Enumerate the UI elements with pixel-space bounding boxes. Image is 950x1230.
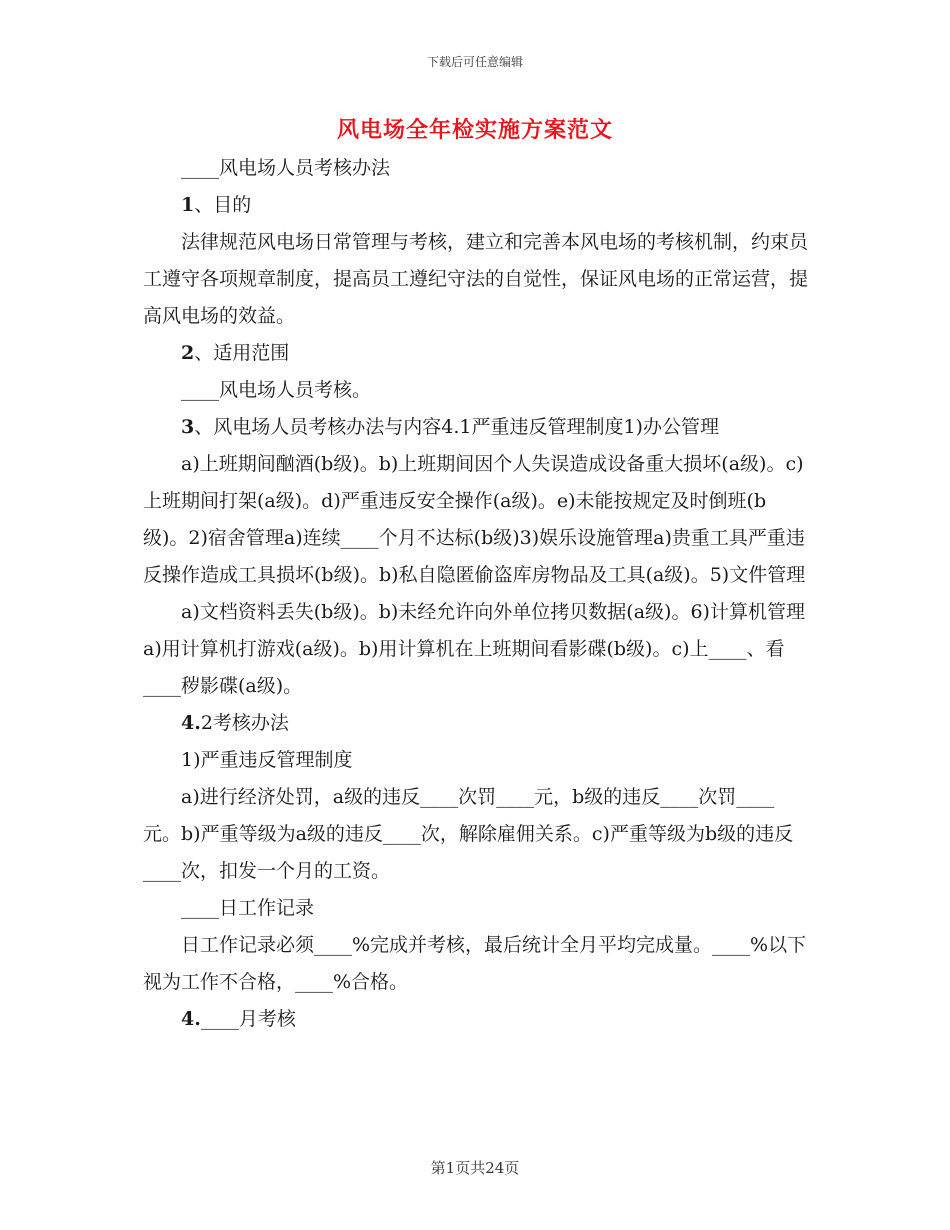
section-number: 2 bbox=[181, 342, 195, 364]
section-heading-monthly bbox=[143, 1001, 808, 1038]
paragraph-violations-files: a)文档资料丢失(b级)。b)未经允许向外单位拷贝数据(a级)。6)计算机管理a)用计算机打游戏(a级)。b)用计算机在上班期间看影碟(b级)。c)上____、看____秽影碟(a级)。 bbox=[143, 601, 805, 697]
paragraph-subheading: 1)严重违反管理制度 bbox=[181, 749, 353, 771]
paragraph-purpose: 法律规范风电场日常管理与考核，建立和完善本风电场的考核机制，约束员工遵守各项规章制度，提高员工遵纪守法的自觉性，保证风电场的正常运营，提高风电场的效益。 bbox=[143, 231, 809, 327]
section-title: ____月考核 bbox=[200, 1008, 296, 1030]
section-heading-assessment bbox=[143, 705, 808, 742]
section-heading-scope bbox=[143, 335, 808, 372]
paragraph-daily-log-heading: ____日工作记录 bbox=[181, 897, 315, 919]
section-title: 、目的 bbox=[194, 194, 252, 216]
document-body bbox=[143, 150, 808, 1038]
paragraph-daily-log: 日工作记录必须____%完成并考核，最后统计全月平均完成量。____%以下视为工作不合格，____%合格。 bbox=[143, 934, 807, 993]
section-title: 、适用范围 bbox=[194, 342, 290, 364]
section-title: 、风电场人员考核办法与内容4.1严重违反管理制度1)办公管理 bbox=[194, 416, 719, 438]
document-title: 风电场全年检实施方案范文 bbox=[336, 117, 613, 143]
section-number: 4. bbox=[181, 1008, 201, 1030]
section-title: 2考核办法 bbox=[200, 712, 289, 734]
paragraph-intro: ____风电场人员考核办法 bbox=[181, 157, 391, 179]
section-number: 3 bbox=[181, 416, 195, 438]
section-heading-methods bbox=[143, 409, 808, 446]
section-number: 1 bbox=[181, 194, 195, 216]
paragraph-penalties: a)进行经济处罚，a级的违反____次罚____元，b级的违反____次罚____元。b)严重等级为a级的违反____次，解除雇佣关系。c)严重等级为b级的违反____次，扣发一个月的工资。 bbox=[143, 786, 794, 882]
section-heading-purpose bbox=[143, 187, 808, 224]
page-header-note: 下载后可任意编辑 bbox=[426, 55, 523, 69]
paragraph-violations-office: a)上班期间酗酒(b级)。b)上班期间因个人失误造成设备重大损坏(a级)。c)上班期间打架(a级)。d)严重违反安全操作(a级)。e)未能按规定及时倒班(b级)。2)宿舍管理a)连续____个月不达标(b级)3)娱乐设施管理a)贵重工具严重违反操作造成工具损坏(b级)。b)私自隐匿偷盗库房物品及工具(a级)。5)文件管理 bbox=[143, 453, 806, 586]
paragraph-scope: ____风电场人员考核。 bbox=[181, 379, 372, 401]
section-number: 4. bbox=[181, 712, 201, 734]
page-number: 第1页共24页 bbox=[430, 1159, 520, 1177]
